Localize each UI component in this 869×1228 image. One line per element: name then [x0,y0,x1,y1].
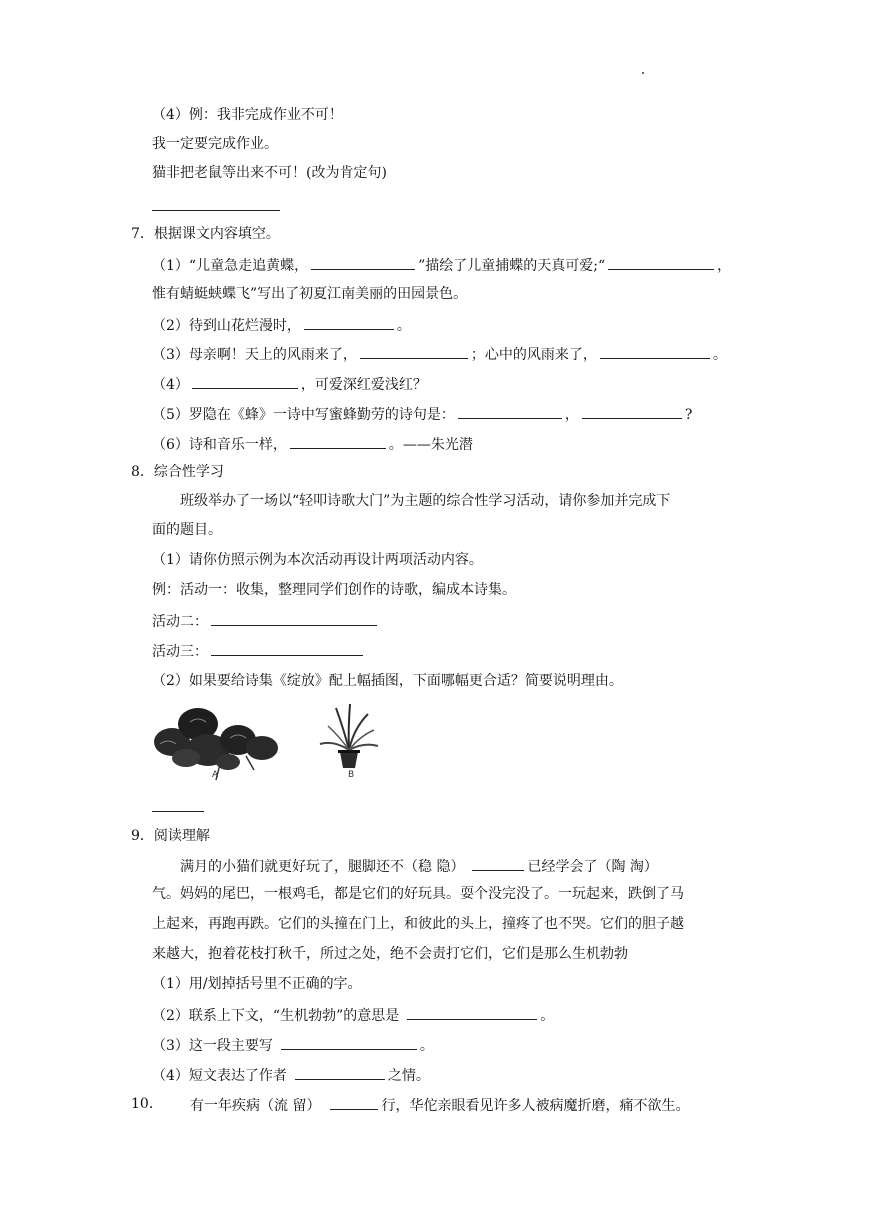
q9-sub-2-text-b: 。 [540,1008,555,1024]
q8-title: 8．综合性学习 [131,464,224,480]
q7-item-2-text-a: （2）待到山花烂漫时， [152,318,301,334]
q7-blank-4[interactable] [192,373,298,389]
q9-sub-3 [152,1034,434,1056]
q7-item-5-text-c: ? [684,407,693,423]
q7-blank-3b[interactable] [600,343,710,359]
picture-b-label: B [348,770,355,780]
q8-activity-2 [152,610,380,632]
q9-passage-text-a: 满月的小猫们就更好玩了，腿脚还不（稳 隐） [180,859,465,875]
q7-item-1-text-b: ”描绘了儿童捕蝶的天真可爱;“ [418,258,606,274]
q8-activity-3 [152,640,366,662]
q7-item-2-text-b: 。 [396,318,411,334]
q10-text [190,1094,689,1116]
q6-answer-blank[interactable] [152,210,280,211]
q7-item-5-text-b: ， [564,407,579,423]
q7-item-3-text-b: ；心中的风雨来了， [470,347,597,363]
q9-sub-3-text-b: 。 [419,1038,434,1054]
q9-passage-line-3: 上起来，再跑再跌。它们的头撞在门上，和彼此的头上，撞疼了也不哭。它们的胆子越 [152,916,684,932]
q9-passage-blank[interactable] [472,855,524,871]
q7-item-4-text-b: ，可爱深红爱浅红？ [300,377,427,393]
q9-sub-2-blank[interactable] [407,1004,537,1020]
q7-item-5-text-a: （5）罗隐在《蜂》一诗中写蜜蜂勤劳的诗句是： [152,407,455,423]
q9-sub-4-blank[interactable] [295,1064,385,1080]
q7-item-1-cont: 惟有蜻蜓蛱蝶飞”写出了初夏江南美丽的田园景色。 [152,286,468,302]
q9-sub-2 [152,1004,554,1026]
q7-blank-1a[interactable] [311,254,415,270]
q8-activity-2-blank[interactable] [211,610,377,626]
q8-intro-line-1: 班级举办了一场以“轻叩诗歌大门”为主题的综合性学习活动，请你参加并完成下 [180,493,671,509]
q8-activity-3-blank[interactable] [211,640,363,656]
q7-blank-6[interactable] [290,433,386,449]
q9-passage-line-2: 气。妈妈的尾巴，一根鸡毛，都是它们的好玩具。耍个没完没了。一玩起来，跌倒了马 [152,886,684,902]
q7-item-2 [152,314,411,336]
q9-title: 9．阅读理解 [131,828,210,844]
picture-a-label: A [212,770,219,780]
q7-blank-3a[interactable] [360,343,468,359]
q6-example: （4）例：我非完成作业不可！ [152,107,343,123]
q9-sub-2-text-a: （2）联系上下文，“生机勃勃”的意思是 [152,1008,400,1024]
q8-sub-2: （2）如果要给诗集《绽放》配上幅插图，下面哪幅更合适？简要说明理由。 [152,673,623,689]
q7-item-3-text-a: （3）母亲啊！天上的风雨来了， [152,347,357,363]
q7-item-6 [152,433,473,455]
q9-passage-text-b: 已经学会了（陶 淘） [527,859,658,875]
q8-activity-2-label: 活动二： [152,614,208,630]
q10-text-b: 行，华佗亲眼看见许多人被病魔折磨，痛不欲生。 [381,1098,690,1114]
q7-blank-5a[interactable] [458,403,562,419]
q9-passage-line-1 [180,855,658,877]
q9-sub-3-text-a: （3）这一段主要写 [152,1038,273,1054]
q7-blank-5b[interactable] [582,403,682,419]
q8-sub-1: （1）请你仿照示例为本次活动再设计两项活动内容。 [152,552,483,568]
q7-item-3-text-c: 。 [712,347,727,363]
q7-blank-2[interactable] [304,314,394,330]
q8-intro-line-2: 面的题目。 [152,522,222,538]
q9-sub-3-blank[interactable] [281,1034,417,1050]
q9-sub-4-text-a: （4）短文表达了作者 [152,1068,287,1084]
q7-item-5 [152,403,692,425]
q8-answer-blank[interactable] [152,811,204,812]
q7-item-1-text-a: （1）“儿童急走追黄蝶， [152,258,309,274]
q9-sub-1: （1）用/划掉括号里不正确的字。 [152,976,362,992]
q7-item-4-text-a: （4） [152,377,189,393]
q7-item-1-text-c: ， [717,258,732,274]
q6-task: 猫非把老鼠等出来不可！(改为肯定句) [152,165,387,181]
q7-blank-1b[interactable] [608,254,714,270]
page-mark [642,72,644,74]
q8-activity-3-label: 活动三： [152,644,208,660]
q10-blank[interactable] [330,1094,378,1110]
q10-number: 10． [131,1096,163,1112]
q7-item-3 [152,343,727,365]
q9-sub-4 [152,1064,430,1086]
q10-text-a: 有一年疾病（流 留） [190,1098,321,1114]
q7-item-6-text-b: 。——朱光潜 [388,437,473,453]
q9-passage-line-4: 来越大，抱着花枝打秋千，所过之处，绝不会责打它们，它们是那么生机勃勃 [152,946,628,962]
q6-example-answer: 我一定要完成作业。 [152,136,278,152]
q7-item-1 [152,254,731,276]
q7-item-6-text-a: （6）诗和音乐一样， [152,437,287,453]
q8-example: 例：活动一：收集，整理同学们创作的诗歌，编成本诗集。 [152,582,516,598]
q7-item-4 [152,373,427,395]
q7-title: 7．根据课文内容填空。 [131,226,280,242]
picture-b-plant [314,700,384,778]
q9-sub-4-text-b: 之情。 [387,1068,430,1084]
